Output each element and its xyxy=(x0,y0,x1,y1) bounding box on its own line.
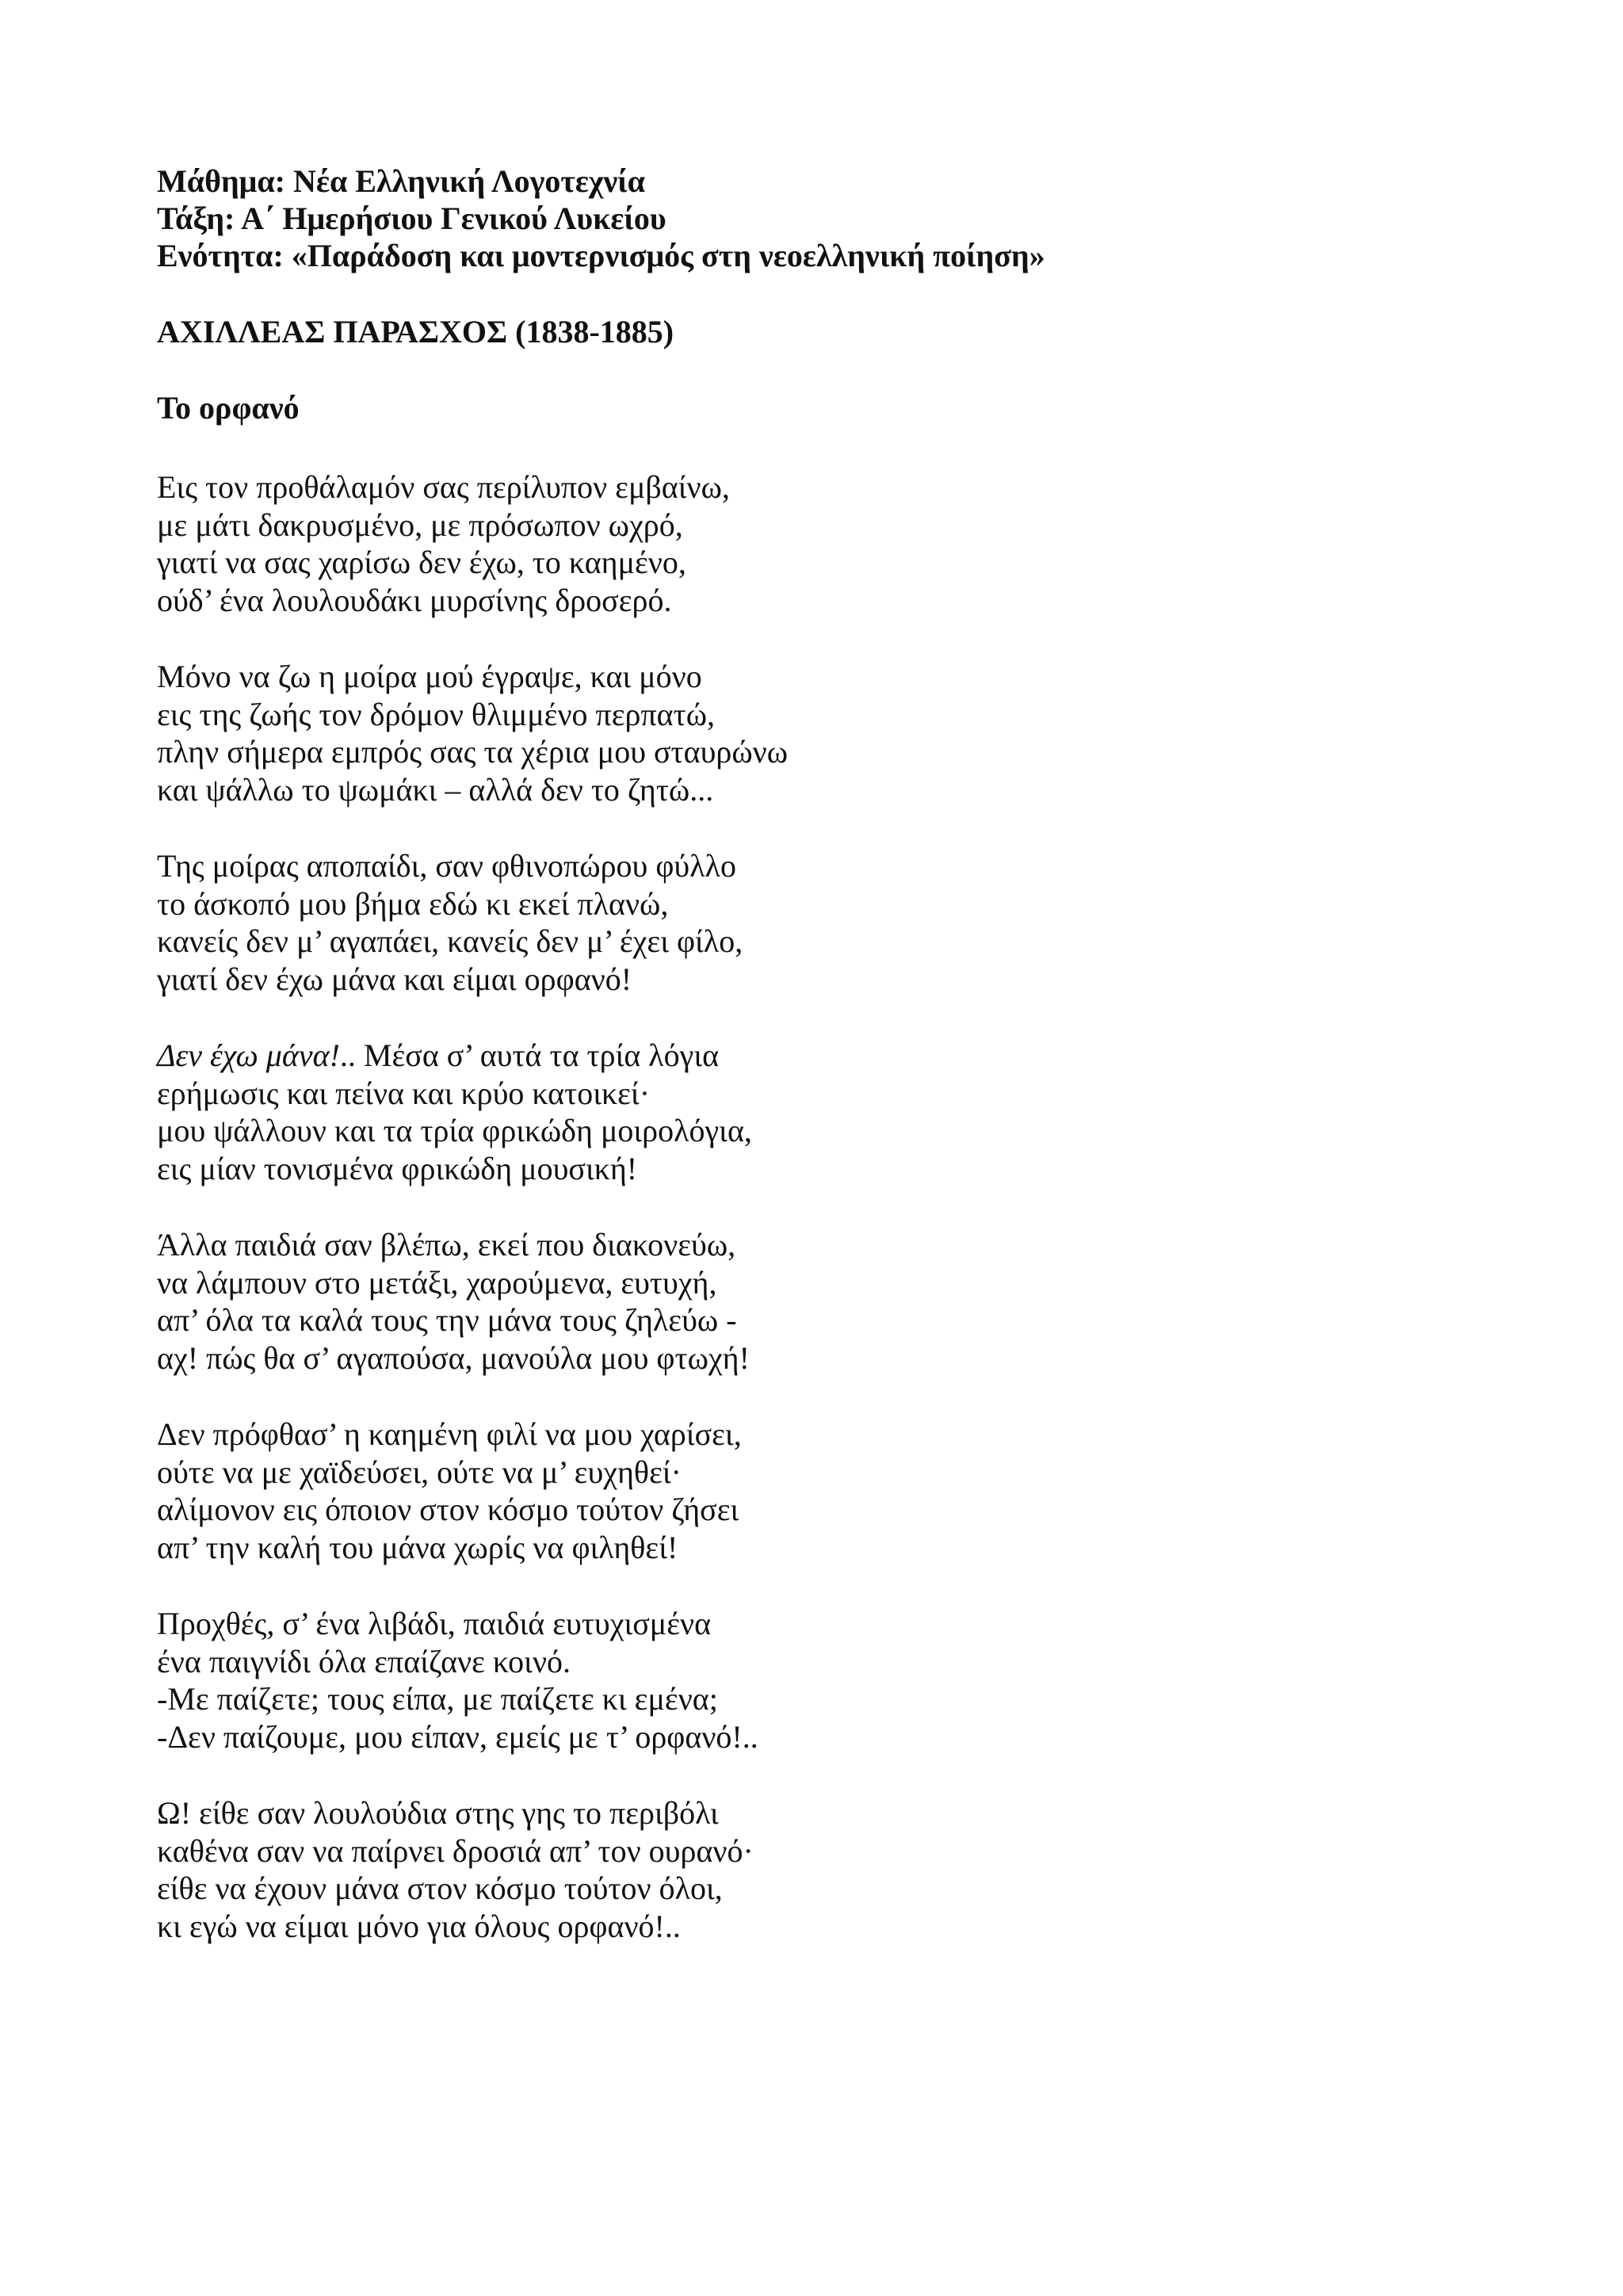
verse-line: -Με παίζετε; τους είπα, με παίζετε κι εμένα; xyxy=(157,1681,718,1717)
verse-line: εις της ζωής τον δρόμον θλιμμένο περπατώ, xyxy=(157,696,716,732)
verse-line: -Δεν παίζουμε, μου είπαν, εμείς με τ’ ορφανό!.. xyxy=(157,1718,758,1755)
verse-line: Μόνο να ζω η μοίρα μού έγραψε, και μόνο xyxy=(157,659,702,694)
verse-line: κανείς δεν μ’ αγαπάει, κανείς δεν μ’ έχει φίλο, xyxy=(157,923,743,959)
verse-line: αχ! πώς θα σ’ αγαπούσα, μανούλα μου φτωχή! xyxy=(157,1339,750,1376)
verse-line: να λάμπουν στο μετάξι, χαρούμενα, ευτυχή, xyxy=(157,1264,717,1301)
verse-line: αλίμονον εις όποιον στον κόσμο τούτον ζήσει xyxy=(157,1492,739,1527)
verse-line: ένα παιγνίδι όλα επαίζανε κοινό. xyxy=(157,1643,571,1679)
verse-line: γιατί δεν έχω μάνα και είμαι ορφανό! xyxy=(157,961,632,997)
verse-line: απ’ την καλή του μάνα χωρίς να φιληθεί! xyxy=(157,1529,678,1565)
verse-line: ούδ’ ένα λουλουδάκι μυρσίνης δροσερό. xyxy=(157,582,672,618)
verse-line: Εις τον προθάλαμόν σας περίλυπον εμβαίνω, xyxy=(157,469,730,505)
verse-line: γιατί να σας χαρίσω δεν έχω, το καημένο, xyxy=(157,544,686,580)
stanza-1 xyxy=(157,468,1544,619)
stanza-8 xyxy=(157,1794,1544,1945)
verse-line: καθένα σαν να παίρνει δροσιά απ’ τον ουρανό· xyxy=(157,1832,754,1869)
verse-line: Της μοίρας αποπαίδι, σαν φθινοπώρου φύλλο xyxy=(157,848,737,884)
verse-line: Ω! είθε σαν λουλούδια στης γης το περιβόλι xyxy=(157,1795,719,1831)
document-header xyxy=(157,162,1544,274)
verse-line: Προχθές, σ’ ένα λιβάδι, παιδιά ευτυχισμένα xyxy=(157,1606,712,1641)
verse-line: μου ψάλλουν και τα τρία φρικώδη μοιρολόγια, xyxy=(157,1113,752,1148)
verse-line: εις μίαν τονισμένα φρικώδη μουσική! xyxy=(157,1150,638,1186)
verse-line: και ψάλλω το ψωμάκι – αλλά δεν το ζητώ... xyxy=(157,771,714,808)
verse-line: κι εγώ να είμαι μόνο για όλους ορφανό!.. xyxy=(157,1908,681,1944)
unit-line: Ενότητα: «Παράδοση και μοντερνισμός στη νεοελληνική ποίηση» xyxy=(157,238,1045,273)
document-page xyxy=(157,162,1544,1984)
stanza-6 xyxy=(157,1415,1544,1566)
author-heading: ΑΧΙΛΛΕΑΣ ΠΑΡΑΣΧΟΣ (1838-1885) xyxy=(157,314,674,350)
stanza-3 xyxy=(157,847,1544,998)
verse-line: Δεν πρόφθασ’ η καημένη φιλί να μου χαρίσει, xyxy=(157,1416,742,1452)
stanza-4 xyxy=(157,1037,1544,1187)
verse-line: απ’ όλα τα καλά τους την μάνα τους ζηλεύω - xyxy=(157,1302,737,1338)
verse-line: ούτε να με χαϊδεύσει, ούτε να μ’ ευχηθεί· xyxy=(157,1454,682,1490)
verse-line: το άσκοπό μου βήμα εδώ κι εκεί πλανώ, xyxy=(157,885,669,922)
verse-line: πλην σήμερα εμπρός σας τα χέρια μου σταυρώνω xyxy=(157,734,789,770)
stanza-7 xyxy=(157,1605,1544,1755)
verse-line: Άλλα παιδιά σαν βλέπω, εκεί που διακονεύω, xyxy=(157,1227,736,1263)
stanza-2 xyxy=(157,658,1544,808)
class-line: Τάξη: Α΄ Ημερήσιου Γενικού Λυκείου xyxy=(157,201,666,236)
stanza-5 xyxy=(157,1226,1544,1377)
verse-line: ερήμωσις και πείνα και κρύο κατοικεί· xyxy=(157,1075,651,1111)
verse-line-rest: .. Μέσα σ’ αυτά τα τρία λόγια xyxy=(339,1037,720,1073)
verse-line: είθε να έχουν μάνα στον κόσμο τούτον όλοι, xyxy=(157,1870,723,1906)
verse-line xyxy=(157,1037,1544,1075)
poem-title: Το ορφανό xyxy=(157,390,300,426)
italic-phrase: Δεν έχω μάνα! xyxy=(157,1037,340,1073)
course-line: Μάθημα: Νέα Ελληνική Λογοτεχνία xyxy=(157,163,645,199)
verse-line: με μάτι δακρυσμένο, με πρόσωπον ωχρό, xyxy=(157,506,683,543)
poem-body xyxy=(157,468,1544,1945)
